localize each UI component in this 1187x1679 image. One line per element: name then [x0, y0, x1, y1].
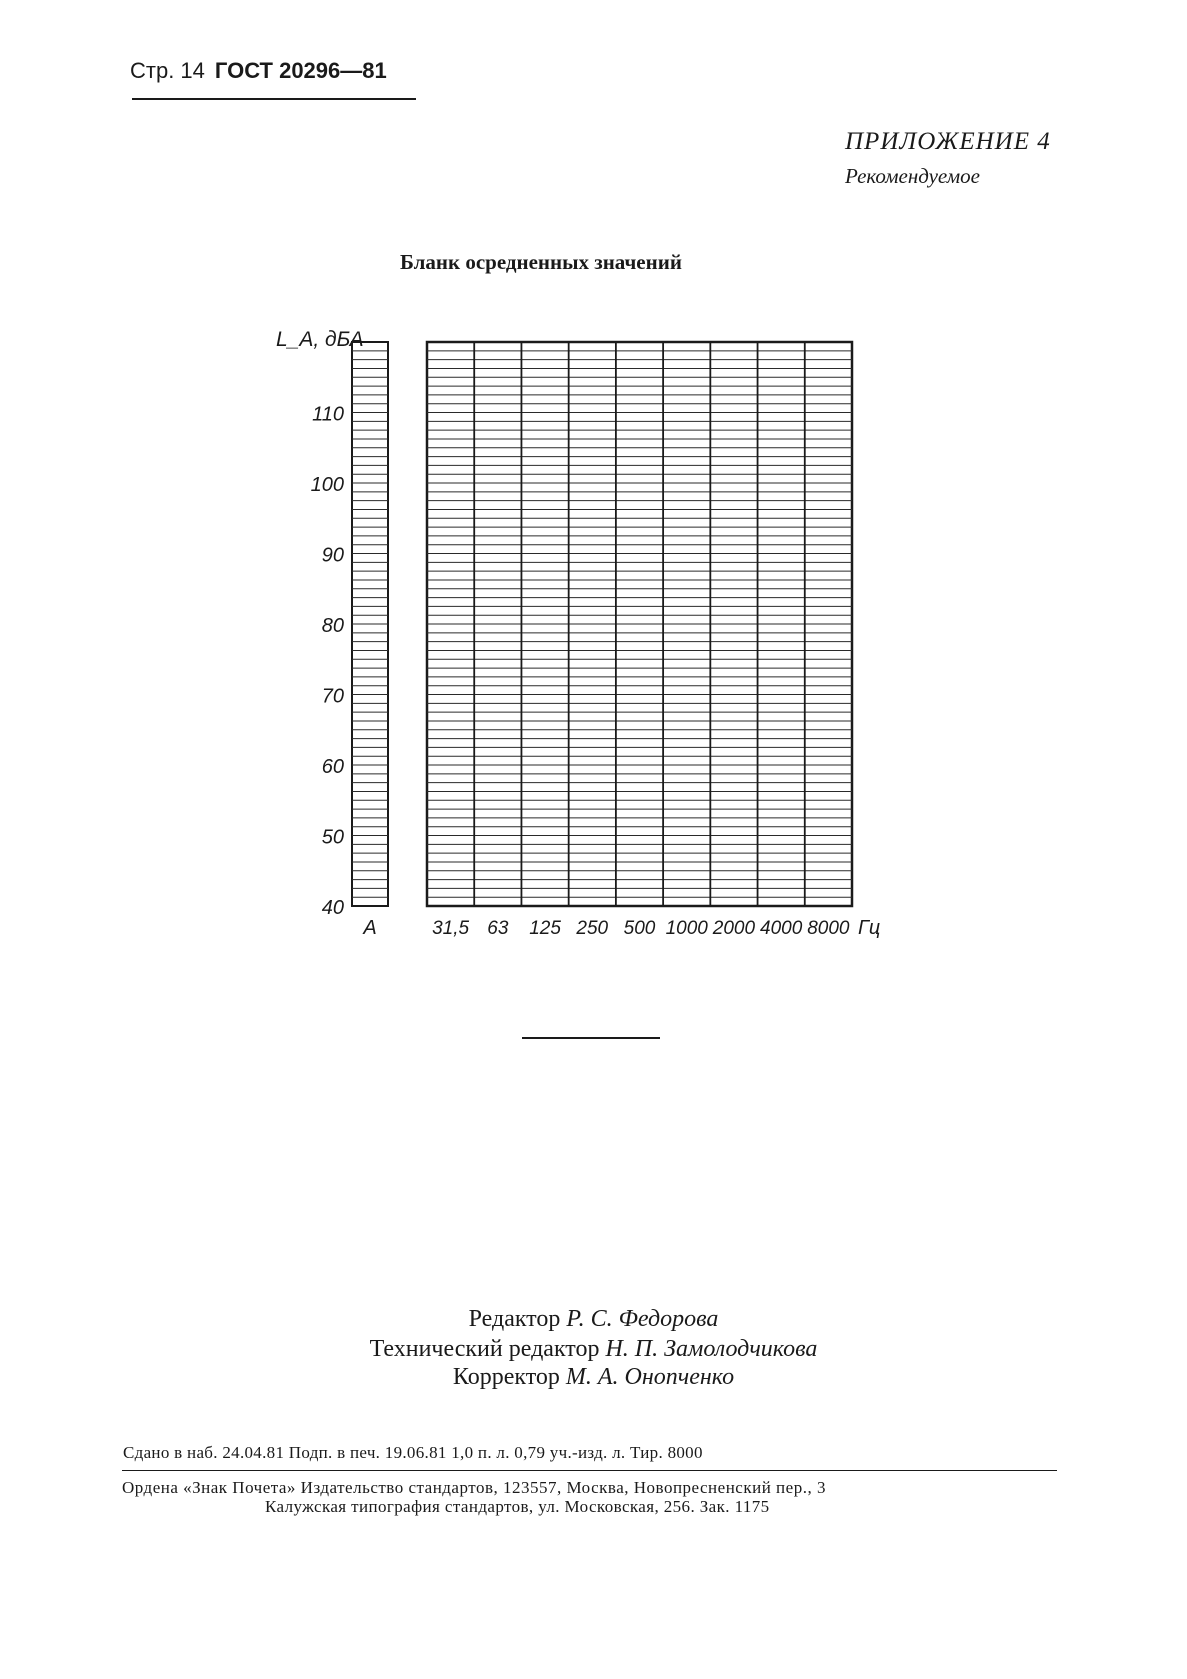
credit-name: М. А. Онопченко	[565, 1364, 735, 1390]
x-tick-label: 4000	[760, 918, 803, 939]
y-tick-label: 110	[312, 403, 344, 426]
standard-number: ГОСТ 20296—81	[214, 58, 387, 83]
page-number: Стр. 14	[130, 58, 205, 83]
printer-line: Калужская типография стандартов, ул. Московская, 256. Зак. 1175	[265, 1497, 770, 1516]
x-tick-label: 31,5	[432, 918, 470, 939]
header-rule	[132, 98, 416, 100]
x-axis	[362, 917, 880, 939]
credit-role: Технический редактор	[369, 1336, 600, 1362]
imprint-rule	[122, 1470, 1057, 1471]
main-grid	[427, 342, 852, 906]
credit-role: Редактор	[468, 1306, 561, 1332]
x-tick-label: 250	[576, 918, 609, 939]
credit-name: Н. П. Замолодчикова	[605, 1336, 818, 1362]
y-tick-label: 90	[321, 544, 344, 567]
y-tick-label: 60	[321, 756, 344, 778]
x-tick-label: 63	[487, 918, 509, 939]
y-tick-label: 40	[321, 897, 344, 919]
credit-proofreader	[0, 1364, 1187, 1391]
x-tick-label: 2000	[712, 918, 756, 939]
y-tick-label: 50	[321, 826, 344, 849]
column-a-grid	[352, 342, 388, 906]
averaged-values-chart	[240, 320, 920, 950]
x-unit-label: Гц	[858, 917, 881, 939]
y-axis	[276, 328, 364, 919]
publisher-line: Ордена «Знак Почета» Издательство стандартов, 123557, Москва, Новопресненский пер., 3	[122, 1478, 826, 1497]
imprint-line: Сдано в наб. 24.04.81 Подп. в печ. 19.06.81 1,0 п. л. 0,79 уч.-изд. л. Тир. 8000	[123, 1443, 703, 1462]
x-tick-label: 125	[529, 918, 561, 939]
x-tick-label: 1000	[665, 918, 708, 939]
appendix-subtitle: Рекомендуемое	[845, 164, 980, 188]
page-header	[130, 58, 387, 84]
x-tick-label: 8000	[807, 918, 850, 939]
column-a-label: A	[363, 917, 377, 939]
y-tick-label: 70	[321, 685, 344, 708]
y-tick-label: 80	[321, 615, 344, 637]
credit-editor	[0, 1306, 1187, 1333]
form-title: Бланк осредненных значений	[400, 250, 682, 274]
x-tick-label: 500	[623, 918, 656, 939]
credit-name: Р. С. Федорова	[566, 1306, 719, 1332]
end-rule	[522, 1037, 660, 1039]
appendix-title: ПРИЛОЖЕНИЕ 4	[845, 128, 1051, 155]
credit-technical-editor	[0, 1336, 1187, 1363]
credit-role: Корректор	[452, 1364, 560, 1390]
y-tick-label: 100	[310, 474, 344, 496]
y-axis-label: L_A, дБА	[276, 328, 364, 351]
